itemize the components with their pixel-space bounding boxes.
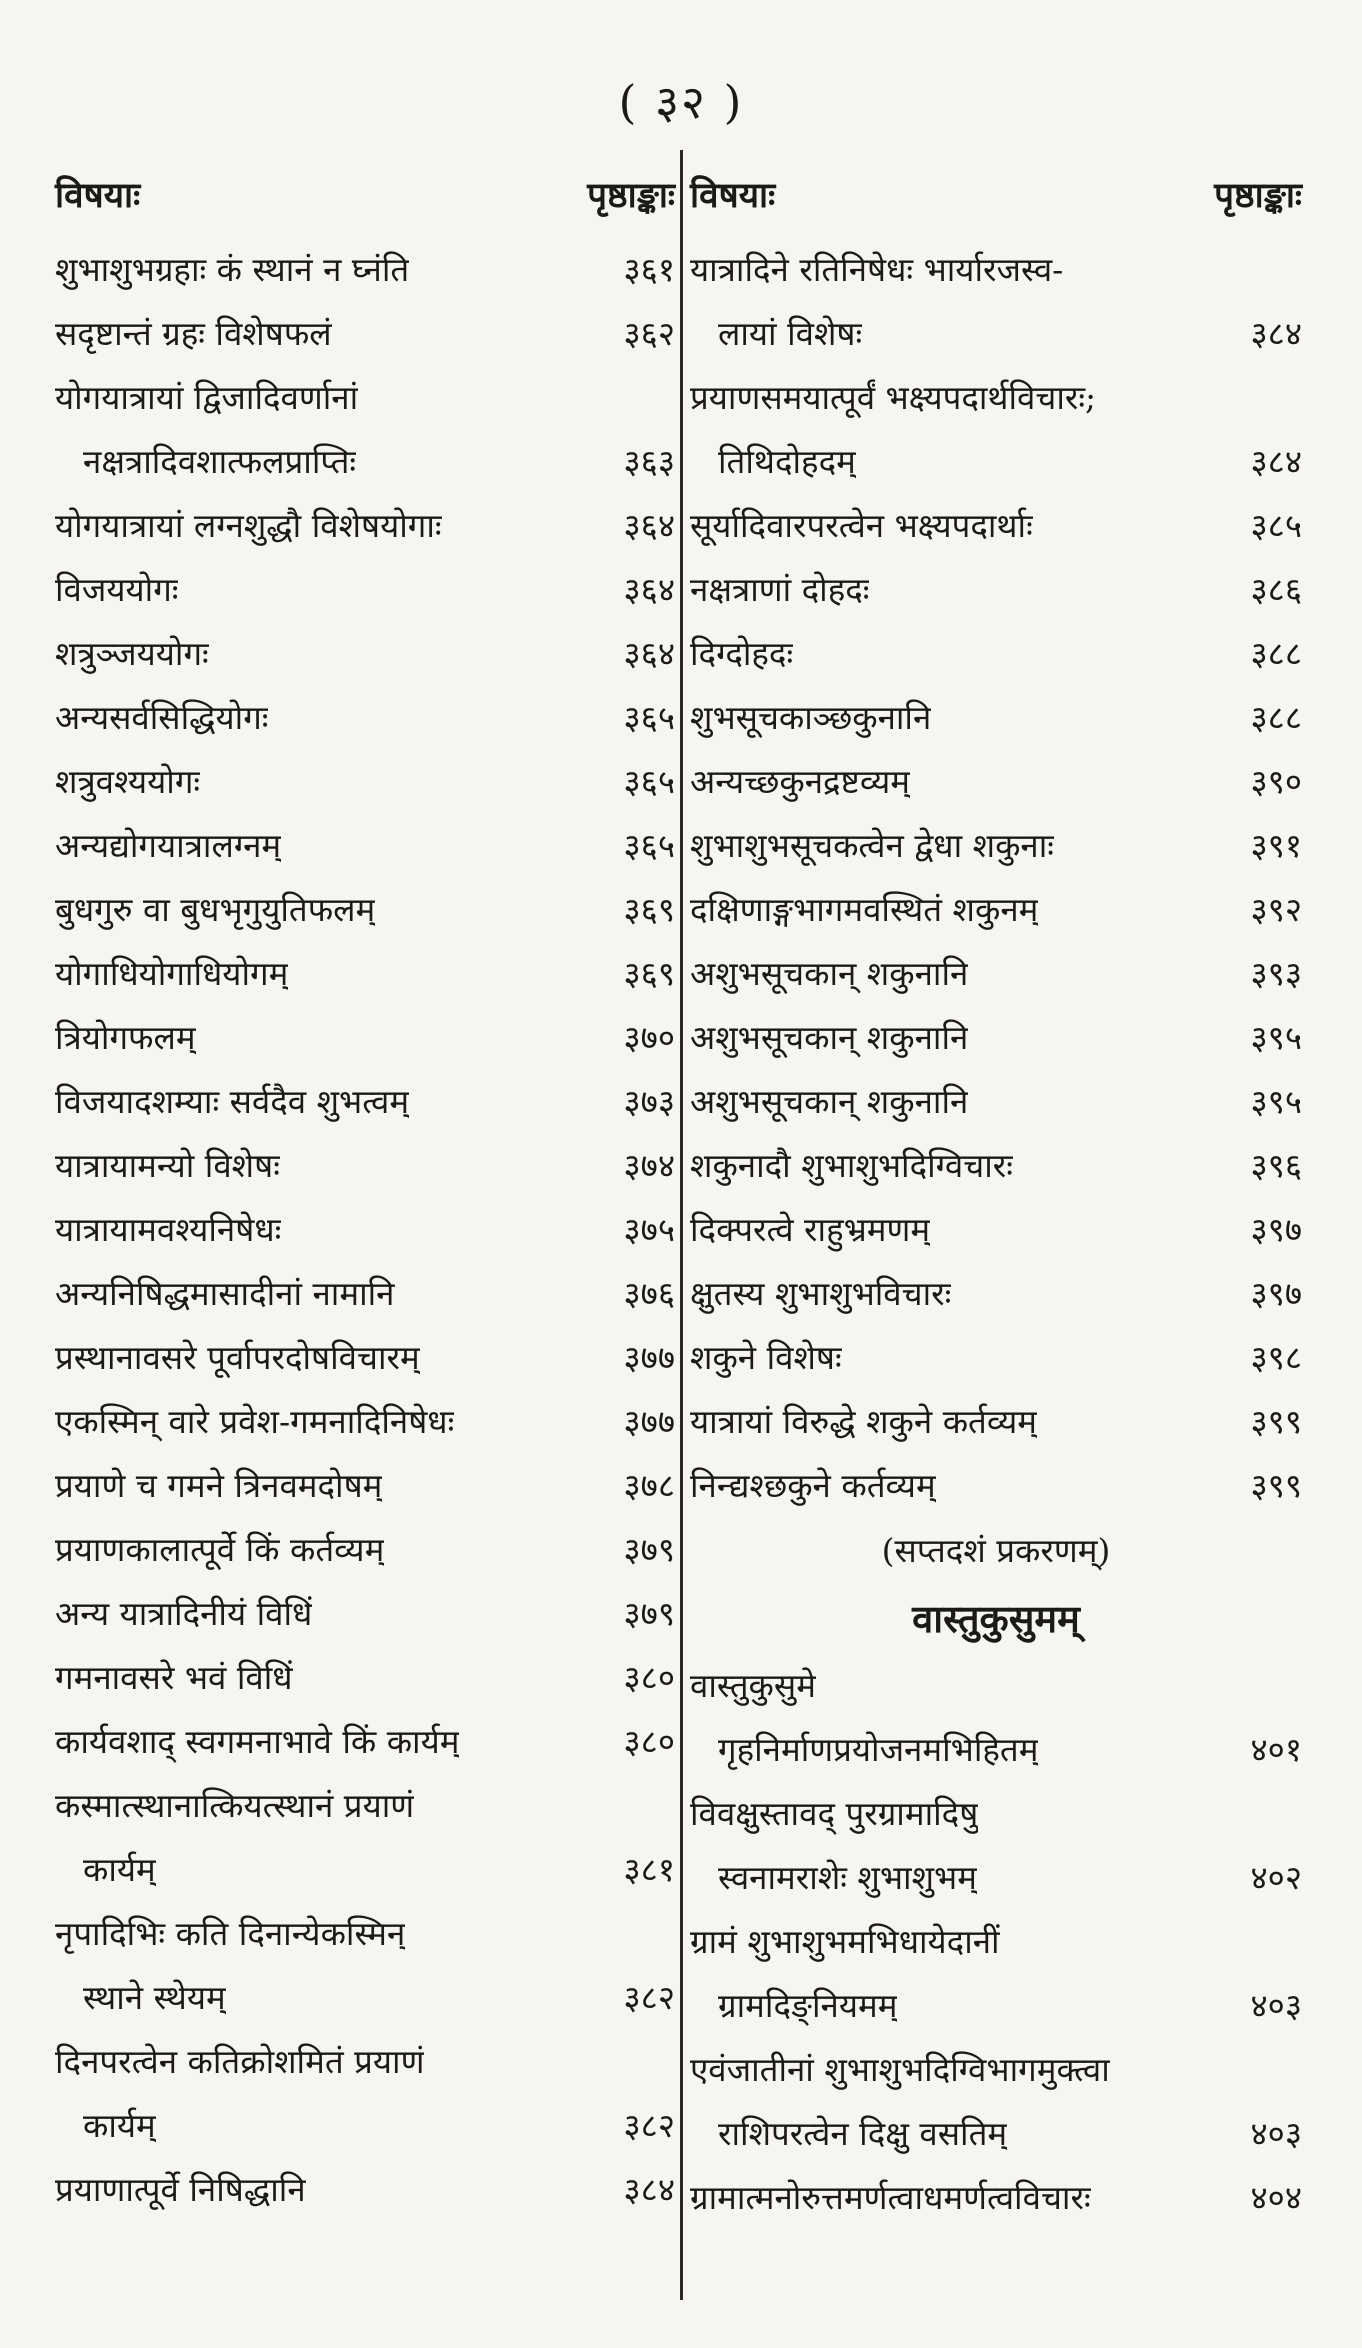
entry-title: ग्रामदिङ्नियमम् [718,1986,898,2025]
entry-page-number: ३६४ [623,506,675,545]
toc-entry [55,1454,675,1518]
toc-entry [690,686,1302,750]
toc-entry [55,1966,675,2030]
entry-page-number: ३९२ [1250,890,1302,929]
entry-title: क्षुतस्य शुभाशुभविचारः [690,1274,952,1313]
entry-page-number: ३८४ [1250,314,1302,353]
right-column [690,150,1302,2230]
toc-entry [55,750,675,814]
entry-page-number: ३८० [623,1658,675,1697]
entry-title: सूर्यादिवारपरत्वेन भक्ष्यपदार्थाः [690,506,1033,545]
entry-page-number: ३६३ [623,442,675,481]
entry-page-number: ३९७ [1250,1210,1302,1249]
entry-title: अशुभसूचकान् शकुनानि [690,1018,969,1057]
toc-entry [55,1262,675,1326]
entry-page-number: ३७५ [623,1210,675,1249]
entry-page-number: ३८५ [1250,506,1302,545]
entry-title: गमनावसरे भवं विधिं [55,1658,293,1697]
entry-title: त्रियोगफलम् [55,1018,196,1057]
entry-title: अशुभसूचकान् शकुनानि [690,1082,969,1121]
entry-title: शत्रुवश्ययोगः [55,762,201,801]
toc-entry [55,238,675,302]
entry-title: अशुभसूचकान् शकुनानि [690,954,969,993]
toc-entry [55,942,675,1006]
entry-page-number: ३९५ [1250,1082,1302,1121]
entry-page-number: ३६२ [623,314,675,353]
toc-entry [55,1646,675,1710]
entry-title: दिनपरत्वेन कतिक्रोशमितं प्रयाणं [55,2042,425,2081]
toc-entry [690,2038,1302,2102]
toc-entry [690,1006,1302,1070]
toc-entry [55,1006,675,1070]
toc-entry [690,494,1302,558]
toc-entry [690,1070,1302,1134]
page-number: ( ३२ ) [618,75,744,129]
entry-title: यात्रायां विरुद्धे शकुने कर्तव्यम् [690,1402,1038,1441]
toc-entry [690,814,1302,878]
entry-title: यात्रायामन्यो विशेषः [55,1146,280,1185]
entry-page-number: ४०१ [1250,1730,1302,1769]
toc-entry [55,2158,675,2222]
toc-entry [690,2166,1302,2230]
left-column [55,150,675,2222]
entry-page-number: ३८८ [1250,698,1302,737]
entry-page-number: ३७९ [623,1594,675,1633]
entry-page-number: ३८६ [1250,570,1302,609]
toc-entry [55,1198,675,1262]
entry-page-number: ३६५ [623,762,675,801]
entry-page-number: ३९५ [1250,1018,1302,1057]
entry-title: अन्यनिषिद्धमासादीनां नामानि [55,1274,395,1313]
entry-page-number: ३७७ [623,1402,675,1441]
entry-title: शत्रुञ्जययोगः [55,634,209,673]
entry-title: लायां विशेषः [718,314,863,353]
entry-title: ग्रामात्मनोरुत्तमर्णत्वाधमर्णत्वविचारः [690,2178,1091,2217]
chapter-title: वास्तुकुसुमम् [912,1596,1080,1641]
toc-entry [55,2094,675,2158]
entry-page-number: ३६९ [623,954,675,993]
entry-page-number: ३८२ [623,2106,675,2145]
entry-page-number: ३६५ [623,698,675,737]
entry-title: शुभाशुभग्रहाः कं स्थानं न घ्नंति [55,250,410,289]
toc-entry [55,1390,675,1454]
entry-page-number: ३९१ [1250,826,1302,865]
toc-entry [55,686,675,750]
entry-title: योगयात्रायां लग्नशुद्धौ विशेषयोगाः [55,506,442,545]
toc-entry [690,430,1302,494]
entry-title: नक्षत्रादिवशात्फलप्राप्तिः [83,442,357,481]
entry-page-number: ३९३ [1250,954,1302,993]
page-heading: पृष्ठाङ्काः [587,174,675,216]
toc-entry [690,238,1302,302]
entry-title: दिग्दोहदः [690,634,794,673]
entry-page-number: ३६५ [623,826,675,865]
entry-title: प्रयाणे च गमने त्रिनवमदोषम् [55,1466,383,1505]
entry-page-number: ३९८ [1250,1338,1302,1377]
toc-entry [55,814,675,878]
entry-title: बुधगुरु वा बुधभृगुयुतिफलम् [55,890,376,929]
toc-entry [55,622,675,686]
page-heading: पृष्ठाङ्काः [1214,174,1302,216]
toc-entry [690,302,1302,366]
entry-page-number: ४०२ [1250,1858,1302,1897]
subject-heading: विषयाः [690,174,776,216]
entry-title: यात्रायामवश्यनिषेधः [55,1210,282,1249]
entry-title: दिक्परत्वे राहुभ्रमणम् [690,1210,931,1249]
toc-entry [690,1782,1302,1846]
entry-page-number: ३८८ [1250,634,1302,673]
entry-title: स्वनामराशेः शुभाशुभम् [718,1858,977,1897]
toc-entry [55,1582,675,1646]
chapter-note: (सप्तदशं प्रकरणम्) [881,1531,1111,1570]
entry-page-number: ३७९ [623,1530,675,1569]
entry-page-number: ३९९ [1250,1466,1302,1505]
entry-title: निन्द्यश्छकुने कर्तव्यम् [690,1466,936,1505]
toc-entry [690,2102,1302,2166]
entry-title: शकुने विशेषः [690,1338,842,1377]
entry-title: यात्रादिने रतिनिषेधः भार्यारजस्व- [690,250,1064,289]
entry-page-number: ३७० [623,1018,675,1057]
entry-title: अन्यद्योगयात्रालग्नम् [55,826,282,865]
toc-entry [55,302,675,366]
entry-title: ग्रामं शुभाशुभमभिधायेदानीं [690,1922,1000,1961]
toc-entry [690,1454,1302,1518]
entry-page-number: ३८२ [623,1978,675,2017]
entry-page-number: ३८० [623,1722,675,1761]
entry-page-number: ३६४ [623,570,675,609]
toc-entry [690,1718,1302,1782]
toc-entry [690,878,1302,942]
entry-title: कस्मात्स्थानात्कियत्स्थानं प्रयाणं [55,1786,415,1825]
entry-title: कार्यवशाद् स्वगमनाभावे किं कार्यम् [55,1722,460,1761]
entry-title: अन्य यात्रादिनीयं विधिं [55,1594,313,1633]
entry-title: प्रयाणसमयात्पूर्वं भक्ष्यपदार्थविचारः; [690,378,1097,417]
entry-title: अन्यसर्वसिद्धियोगः [55,698,269,737]
toc-entry [55,1902,675,1966]
entry-page-number: ३९६ [1250,1146,1302,1185]
toc-entry [55,1326,675,1390]
entry-title: दक्षिणाङ्गभागमवस्थितं शकुनम् [690,890,1039,929]
entry-page-number: ३७४ [623,1146,675,1185]
entry-title: तिथिदोहदम् [718,442,856,481]
toc-entry [690,1390,1302,1454]
entry-title: राशिपरत्वेन दिक्षु वसतिम् [718,2114,1008,2153]
entry-page-number: ४०४ [1250,2178,1302,2217]
entry-title: एवंजातीनां शुभाशुभदिग्विभागमुक्त्वा [690,2050,1110,2089]
toc-entry [55,366,675,430]
entry-page-number: ४०३ [1250,1986,1302,2025]
toc-entry [55,558,675,622]
entry-page-number: ३६९ [623,890,675,929]
entry-page-number: ३९९ [1250,1402,1302,1441]
toc-entry [690,1974,1302,2038]
left-entry-list [55,238,675,2222]
toc-entry [690,622,1302,686]
entry-page-number: ३६४ [623,634,675,673]
entry-page-number: ३६१ [623,250,675,289]
entry-title: कार्यम् [83,2106,156,2145]
toc-entry [690,942,1302,1006]
entry-title: विवक्षुस्तावद् पुरग्रामादिषु [690,1794,979,1833]
entry-title: वास्तुकुसुमे [690,1666,816,1705]
toc-entry [690,1134,1302,1198]
entry-title: शुभाशुभसूचकत्वेन द्वेधा शकुनाः [690,826,1054,865]
toc-entry [690,1654,1302,1718]
left-header [55,150,675,238]
subject-heading: विषयाः [55,174,141,216]
entry-title: प्रस्थानावसरे पूर्वापरदोषविचारम् [55,1338,420,1377]
right-entry-list [690,238,1302,1518]
toc-entry [55,878,675,942]
entry-page-number: ३७७ [623,1338,675,1377]
toc-entry [55,1070,675,1134]
toc-entry [690,1198,1302,1262]
entry-title: गृहनिर्माणप्रयोजनमभिहितम् [718,1730,1039,1769]
entry-page-number: ३९७ [1250,1274,1302,1313]
toc-entry [55,1774,675,1838]
entry-title: नक्षत्राणां दोहदः [690,570,870,609]
entry-title: नृपादिभिः कति दिनान्येकस्मिन् [55,1914,406,1953]
entry-page-number: ४०३ [1250,2114,1302,2153]
toc-entry [55,1134,675,1198]
entry-page-number: ३७६ [623,1274,675,1313]
toc-entry [55,430,675,494]
entry-page-number: ३७८ [623,1466,675,1505]
entry-page-number: ३९० [1250,762,1302,801]
entry-title: योगयात्रायां द्विजादिवर्णानां [55,378,359,417]
toc-entry [690,558,1302,622]
toc-entry [690,1326,1302,1390]
entry-title: सदृष्टान्तं ग्रहः विशेषफलं [55,314,332,353]
right-entry-list-2 [690,1654,1302,2230]
entry-title: विजययोगः [55,570,179,609]
entry-title: शकुनादौ शुभाशुभदिग्विचारः [690,1146,1013,1185]
entry-title: कार्यम् [83,1850,156,1889]
toc-entry [55,2030,675,2094]
column-divider [680,150,683,2300]
entry-page-number: ३८४ [623,2170,675,2209]
entry-page-number: ३८१ [623,1850,675,1889]
toc-entry [55,494,675,558]
toc-entry [690,1910,1302,1974]
right-header [690,150,1302,238]
toc-entry [690,750,1302,814]
toc-entry [690,1262,1302,1326]
toc-entry [690,366,1302,430]
entry-title: प्रयाणात्पूर्वे निषिद्धानि [55,2170,306,2209]
entry-title: विजयादशम्याः सर्वदैव शुभत्वम् [55,1082,410,1121]
entry-page-number: ३७३ [623,1082,675,1121]
entry-title: एकस्मिन् वारे प्रवेश-गमनादिनिषेधः [55,1402,455,1441]
toc-entry [55,1710,675,1774]
toc-entry [690,1846,1302,1910]
toc-entry [55,1518,675,1582]
entry-page-number: ३८४ [1250,442,1302,481]
entry-title: प्रयाणकालात्पूर्वे किं कर्तव्यम् [55,1530,385,1569]
entry-title: अन्यच्छकुनद्रष्टव्यम् [690,762,910,801]
entry-title: शुभसूचकाञ्छकुनानि [690,698,932,737]
entry-title: स्थाने स्थेयम् [83,1978,226,2017]
entry-title: योगाधियोगाधियोगम् [55,954,289,993]
toc-entry [55,1838,675,1902]
